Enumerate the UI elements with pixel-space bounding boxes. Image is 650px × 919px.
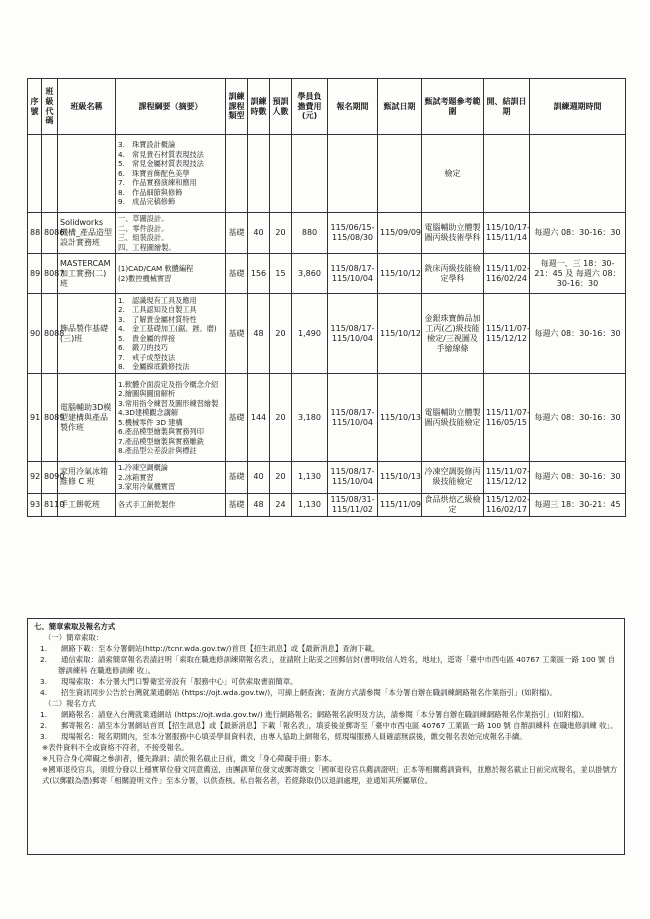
header-cell: 班級名稱 [58,79,116,135]
subsection-heading: （一）簡章索取： [44,633,104,642]
list-number: 1. [40,644,48,653]
section-7-box [27,618,625,855]
course-type: 基礎 [226,493,248,516]
syllabus-item: 8. 作品細節與修飾 [118,187,183,197]
note-line: ※凡符合身心障礙之參訓者，優先錄訓；請於報名截止日前，繳交「身心障礙手冊」影本。 [42,754,337,763]
class-name: Solidworks 機構_產品造型設計實務班 [58,213,116,254]
list-text: 現場報名：報名期間內，至本分署服務中心填妥學員資料表，由專人協助上網報名，經現場服務人員確認無誤後，繳交報名表始完成報名手續。 [61,732,527,741]
header-cell: 訓練週期時間 [530,79,626,135]
list-text: 現場索取：本分署大門口警衛室旁設有「服務中心」可供索取書面簡章。 [61,677,298,686]
course-dates: 115/11/07-115/12/12 [484,462,530,494]
exam-reference: 食品烘焙乙級檢定 [422,493,484,516]
signup-period: 115/08/17-115/10/04 [328,254,378,294]
class-code: 8088 [42,294,58,374]
class-code: 8087 [42,254,58,294]
class-name: 手工餅乾班 [58,493,116,516]
syllabus-item: 1.冷凍空調概論 [118,463,168,472]
training-hours: 156 [248,254,270,294]
header-cell: 開、結訓日期 [484,79,530,135]
list-number: 1. [40,710,48,719]
list-text: 網路報名：請登入台灣就業通網站 (https://ojt.wda.gov.tw/) 進行網路報名；網路報名說明及方法，請參閱「本分署自辦在職訓練網路報名作業指引」(如附檔)。 [61,710,589,719]
schedule: 每週六 08：30-16：30 [530,462,626,494]
list-text: 網路下載：至本分署網站(http://tcnr.wda.gov.tw/)首頁【招生訊息】或【最新消息】查詢下載。 [61,644,380,653]
syllabus-item: 四、工程圖繪製。 [118,242,176,252]
fee: 880 [292,213,328,254]
syllabus-item: 三、組裝設計。 [118,233,169,242]
header-cell: 報名期間 [328,79,378,135]
signup-period: 115/08/17-115/10/04 [328,374,378,462]
class-name: MASTERCAM 加工實務(二)班 [58,254,116,294]
list-text: 郵寄報名：請至本分署網站首頁【招生訊息】或【最新消息】下載「報名表」，填妥後並郵寄至「臺中市西屯區 40767 工業區一路 100 號 自辦訓練科 在職進修訓練 收」。 [61,721,618,730]
schedule: 每週六 08：30-16：30 [530,374,626,462]
note-line: ※國軍退役官兵，須經分發以上穩實單位發文同意薦送，由團訓單位發文或郵寄繳交「國軍退役官兵薦訓證明」正本等相關薦訓資料，並應於報名截止日前完成報名，並以掛號方式(以郵戳為憑)郵寄「相關證明文件」至本分署，以供查核。私自報名者，若經錄取仍以退訓處理，並通知其所屬單位。 [42,765,618,785]
table-row [28,493,626,516]
row-number: 92 [28,462,42,494]
class-code: 8086 [42,213,58,254]
exam-date: 115/11/09 [378,493,422,516]
schedule: 每週三 18：30-21：45 [530,493,626,516]
syllabus-item: 4. 常見貴石材質表現技法 [118,149,204,159]
syllabus-item: 4.3D建模觀念講解 [118,408,179,417]
syllabus-item: 1.軟體介面設定及指令概念介紹 [118,379,219,389]
schedule: 每週一、三 18：30-21：45 及 每週六 08：30-16：30 [530,254,626,294]
row-number: 89 [28,254,42,294]
table-row [28,213,626,254]
header-cell: 序號 [28,79,42,135]
trainee-count: 20 [270,374,292,462]
header-cell: 甄試考題參考範圍 [422,79,484,135]
syllabus-item: 1. 認識現有工具及應用 [118,295,197,305]
course-dates: 115/12/02-116/02/17 [484,493,530,516]
training-hours: 144 [248,374,270,462]
table-row [28,462,626,494]
exam-reference: 檢定 [422,135,484,213]
list-item [34,676,618,687]
class-name: 電腦輔助3D模型建構與產品製作班 [58,374,116,462]
course-type: 基礎 [226,294,248,374]
course-dates: 115/11/07-116/05/15 [484,374,530,462]
exam-date: 115/10/13 [378,462,422,494]
training-hours: 48 [248,294,270,374]
training-hours: 40 [248,213,270,254]
syllabus-item: 3. 了解貴金屬材質特性 [118,314,197,324]
training-hours: 40 [248,462,270,494]
list-item [34,709,618,720]
header-cell: 班級代碼 [42,79,58,135]
syllabus-item: 5. 貴金屬的焊接 [118,333,176,343]
class-code: 8110 [42,493,58,516]
exam-reference: 電腦輔助立體製圖丙級技能檢定 [422,374,484,462]
syllabus-item: 6. 鍛刀的技巧 [118,343,168,352]
course-table [27,78,626,517]
header-cell: 預訓人數 [270,79,292,135]
brochure-list [34,643,618,698]
trainee-count: 24 [270,493,292,516]
syllabus-item: 二、零件設計。 [118,223,169,233]
course-dates: 115/10/17-115/11/14 [484,213,530,254]
signup-period: 115/08/17-115/10/04 [328,294,378,374]
signup-period: 115/06/15-115/08/30 [328,213,378,254]
syllabus-item: 4. 金工基礎加工(鋸、銼、磨) [118,324,217,333]
syllabus-cell [116,374,226,462]
syllabus-item: 7.產品模型繪製與實務雕銑 [118,436,204,446]
signup-period: 115/08/31-115/11/02 [328,493,378,516]
exam-date: 115/10/13 [378,374,422,462]
syllabus-item: (2)數控機械實習 [118,273,172,283]
note-line: ※表件資料不全或資格不符者，不接受報名。 [42,743,189,752]
list-text: 通信索取：請索簡章報名表請註明「索取在職進修訓練期報名表」，並請附上貼妥之回郵信封(書明收信人姓名，地址)，逕寄「臺中市西屯區 40767 工業區一路 100 號 自辦訓練科 在職進修訓練 收」。 [58,655,616,675]
section-title: 七、簡章索取及報名方式 [34,622,116,631]
list-item [34,731,618,742]
course-type: 基礎 [226,462,248,494]
exam-reference: 電腦輔助立體製圖丙級技術學科 [422,213,484,254]
subsection-heading: （二）報名方式 [44,699,96,708]
syllabus-item: 8. 金屬線底鍛修技法 [118,362,190,371]
table-row [28,374,626,462]
syllabus-item: 6. 珠寶首飾配色美學 [118,168,190,178]
fee: 3,180 [292,374,328,462]
syllabus-item: 9. 成品完稿修飾 [118,197,176,207]
syllabus-item: 7. 作品實務演練和應用 [118,178,197,188]
syllabus-cell [116,213,226,254]
syllabus-item: 7. 戒子成型技法 [118,352,176,362]
header-cell: 課程綱要（摘要） [116,79,226,135]
course-type: 基礎 [226,254,248,294]
class-name: 家用冷氣冰箱維修 C 班 [58,462,116,494]
syllabus-cell [116,254,226,294]
exam-reference: 金銀珠寶飾品加工丙(乙)級技能檢定/三視圖及手繪線條 [422,294,484,374]
training-hours: 48 [248,493,270,516]
trainee-count: 20 [270,294,292,374]
header-cell: 訓練課程類型 [226,79,248,135]
syllabus-item: 各式手工餅乾製作 [118,499,176,509]
syllabus-item: 3.家用冷氣機實習 [118,482,176,491]
trainee-count: 15 [270,254,292,294]
exam-date: 115/10/12 [378,294,422,374]
schedule: 每週六 08：30-16：30 [530,294,626,374]
exam-date: 115/09/09 [378,213,422,254]
list-number: 3. [40,677,48,686]
signup-period: 115/08/17-115/10/04 [328,462,378,494]
trainee-count: 20 [270,462,292,494]
fee: 3,860 [292,254,328,294]
fee: 1,490 [292,294,328,374]
list-item [34,720,618,731]
table-row [28,254,626,294]
row-number: 93 [28,493,42,516]
course-type: 基礎 [226,374,248,462]
list-number: 2. [40,655,48,664]
syllabus-item: 3.常用指令練習及圖形練習繪製 [118,398,219,408]
list-number: 3. [40,732,48,741]
syllabus-cell [116,135,226,213]
syllabus-item: 5. 常見金屬材質表現技法 [118,159,204,169]
syllabus-cell [116,294,226,374]
syllabus-item: 8.產品型公差設計與標註 [118,446,197,455]
syllabus-item: 2. 工具認知及自製工具 [118,305,197,314]
row-number: 91 [28,374,42,462]
list-number: 2. [40,721,48,730]
registration-list [34,709,618,742]
fee: 1,130 [292,462,328,494]
table-header-row [28,79,626,135]
syllabus-item: 一、草圖設計。 [118,214,169,223]
trainee-count: 20 [270,213,292,254]
class-name: 飾品製作基礎(三)班 [58,294,116,374]
list-item [34,643,618,654]
syllabus-item: 5.機械零件 3D 建構 [118,417,183,427]
header-cell: 訓練時數 [248,79,270,135]
list-number: 4. [40,688,48,697]
row-number: 88 [28,213,42,254]
schedule: 每週六 08：30-16：30 [530,213,626,254]
syllabus-item: 3. 珠寶設計概論 [118,140,176,150]
header-cell: 學員負擔費用(元) [292,79,328,135]
syllabus-item: 6.產品模型繪製與實務列印 [118,427,204,436]
exam-date: 115/10/12 [378,254,422,294]
table-row-continued [28,135,626,213]
course-dates: 115/11/07-115/12/12 [484,294,530,374]
list-item [34,654,618,676]
course-dates: 115/11/02-116/02/24 [484,254,530,294]
course-type: 基礎 [226,213,248,254]
class-code: 8090 [42,462,58,494]
class-code: 8089 [42,374,58,462]
row-number: 90 [28,294,42,374]
syllabus-cell [116,493,226,516]
table-row [28,294,626,374]
list-text: 招生資訊同步公告於台灣就業通網站 (https://ojt.wda.gov.tw/)，可線上網查詢；查詢方式請參閱「本分署自辦在職訓練網路報名作業指引」(如附檔)。 [61,688,557,697]
syllabus-item: (1)CAD/CAM 軟體編程 [118,264,194,273]
exam-reference: 銑床丙級技能檢定學科 [422,254,484,294]
syllabus-cell [116,462,226,494]
header-cell: 甄試日期 [378,79,422,135]
list-item [34,687,618,698]
exam-reference: 冷凍空調裝修丙級技能檢定 [422,462,484,494]
syllabus-item: 2.繪圖與圖面解析 [118,389,176,398]
syllabus-item: 2.冰箱實習 [118,472,154,482]
fee: 1,130 [292,493,328,516]
